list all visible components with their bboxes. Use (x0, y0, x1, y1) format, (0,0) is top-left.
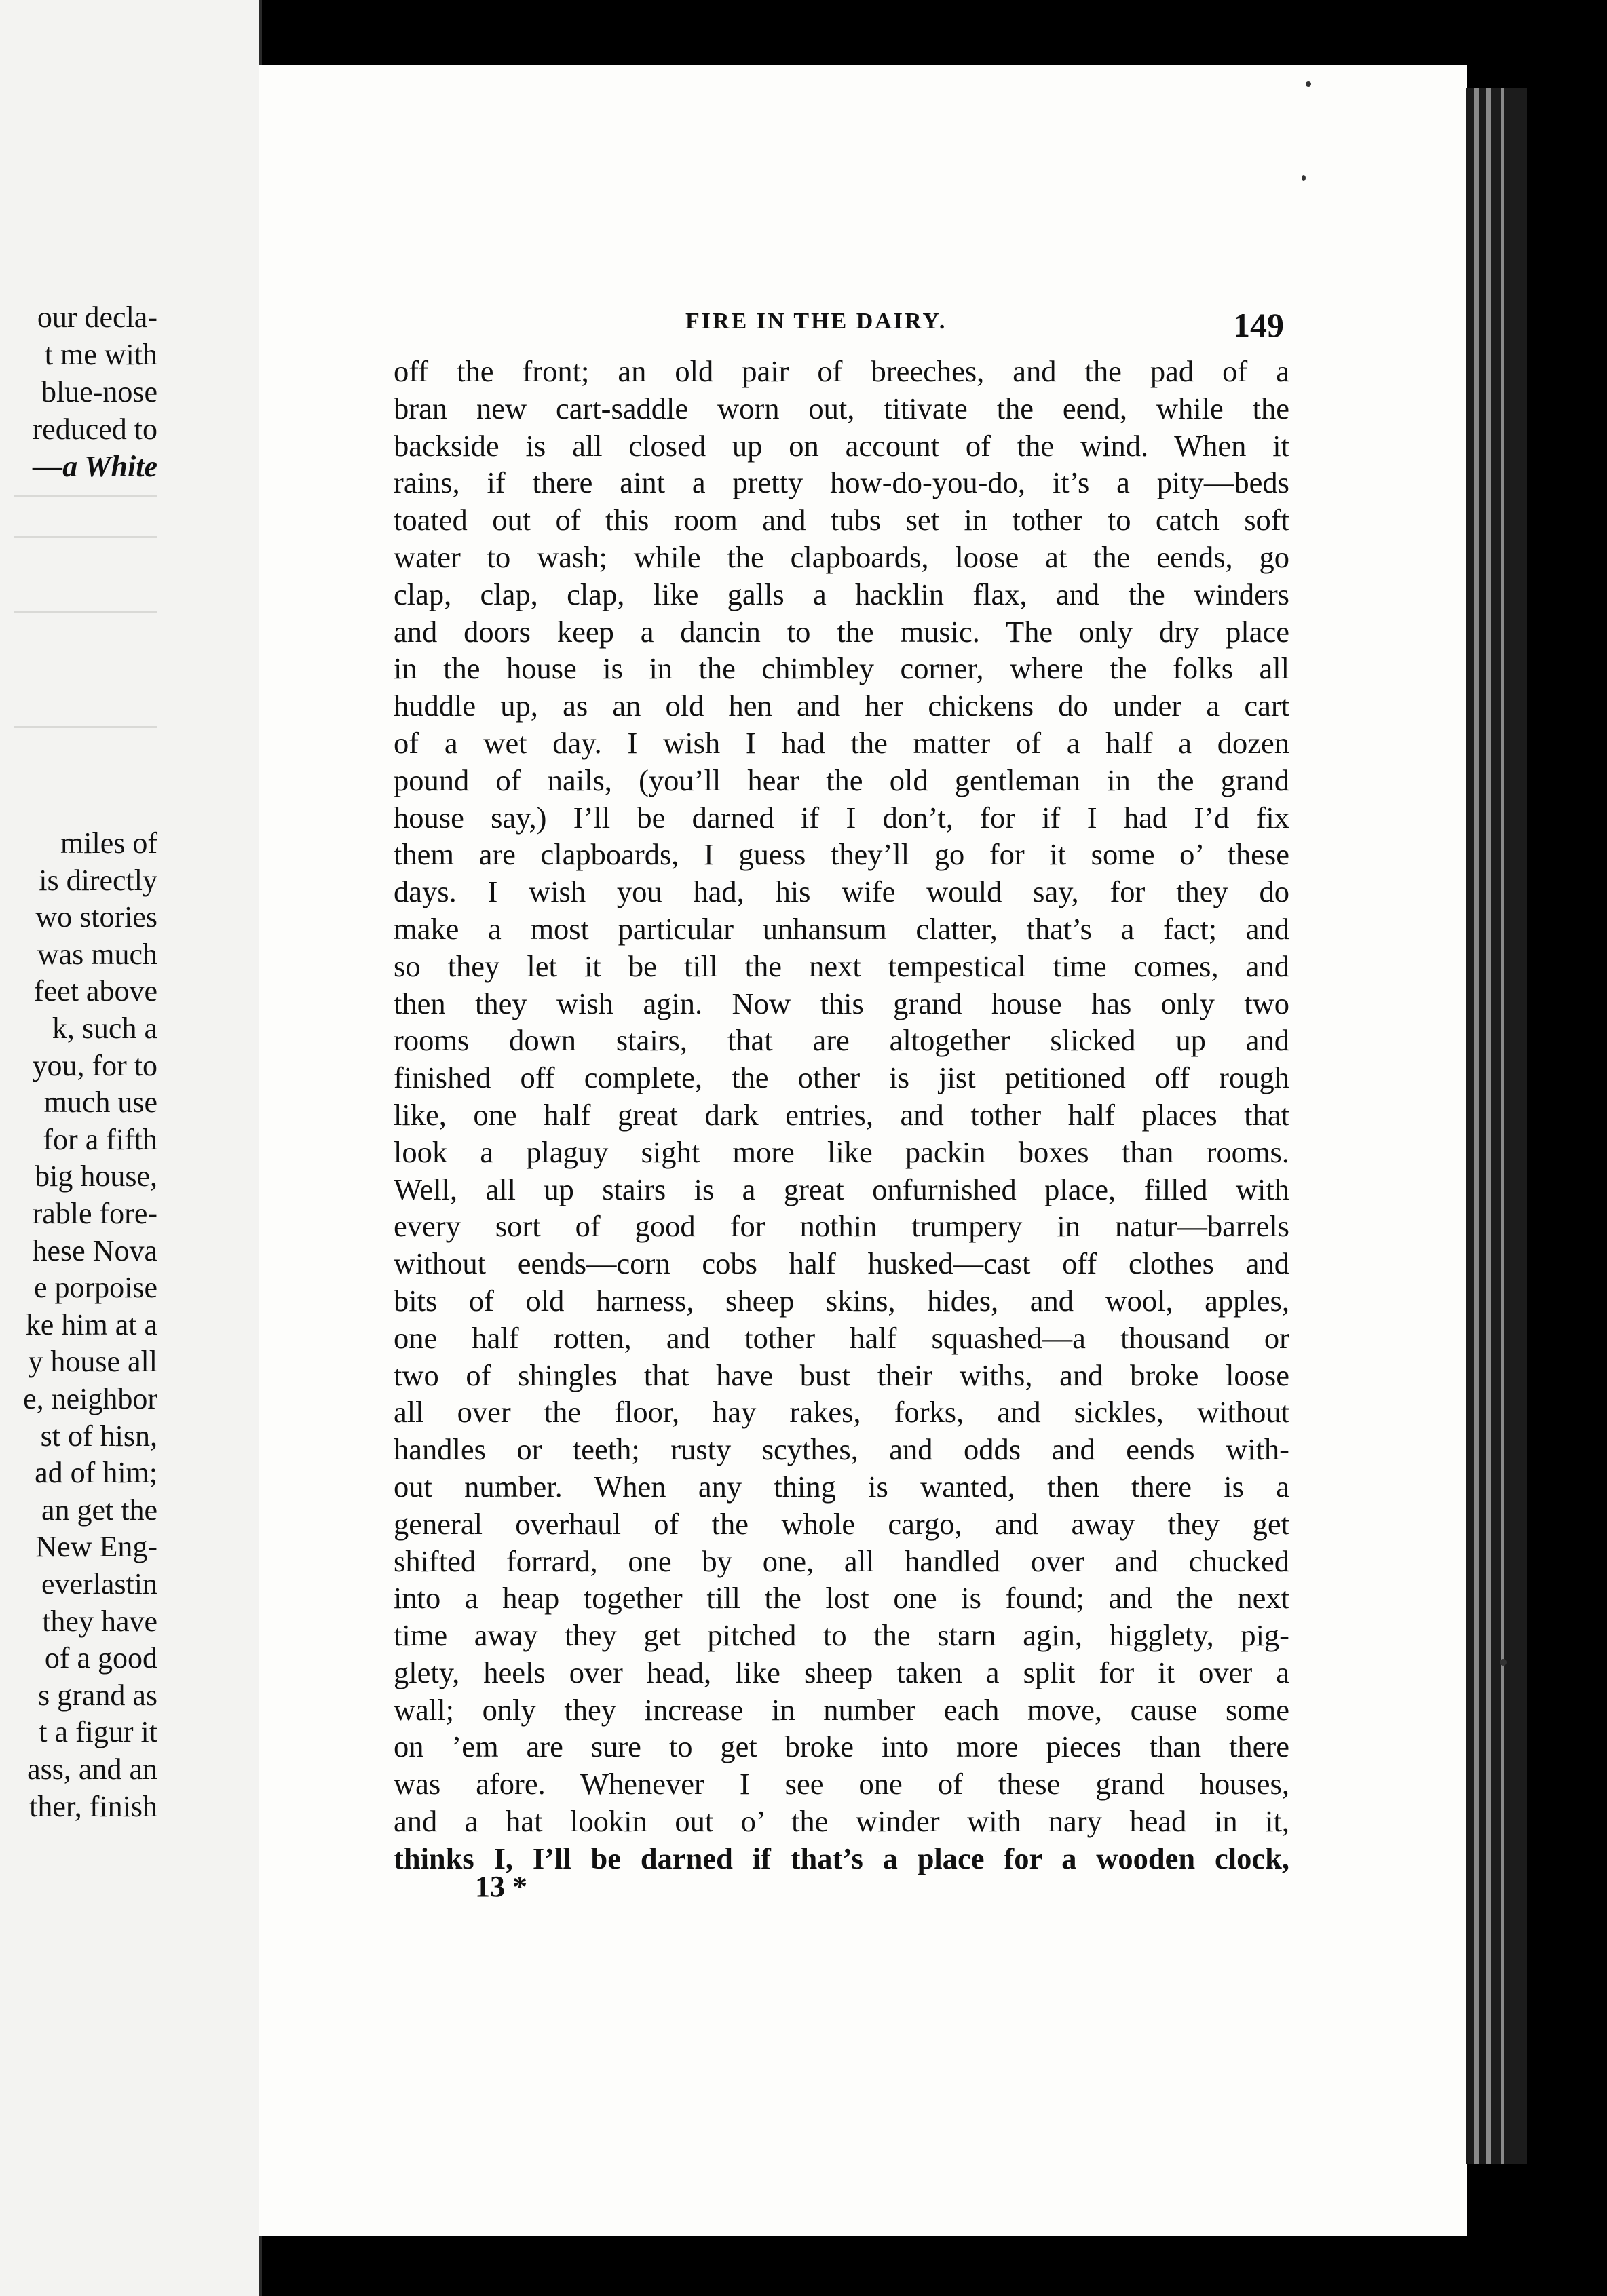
facing-page-line: hese Nova (32, 1233, 157, 1267)
facing-page-line: New Eng- (35, 1530, 157, 1564)
text-line: rooms down stairs, that are altogether slicked up and (394, 1023, 1289, 1058)
text-line: then they wish agin. Now this grand house has only two (394, 986, 1289, 1020)
text-line: time away they get pitched to the starn agin, higglety, pig- (394, 1618, 1289, 1653)
text-line: make a most particular unhansum clatter, that’s a fact; and (394, 911, 1289, 946)
facing-page-line: rable fore- (32, 1197, 157, 1230)
facing-page-line: k, such a (52, 1012, 157, 1045)
text-line: and doors keep a dancin to the music. The only dry place (394, 614, 1289, 649)
text-line: every sort of good for nothin trumpery in natur—barrels (394, 1209, 1289, 1244)
text-line: in the house is in the chimbley corner, where the folks all (394, 651, 1289, 686)
text-line: days. I wish you had, his wife would say, for they do (394, 875, 1289, 909)
text-line: Well, all up stairs is a great onfurnished place, filled with (394, 1172, 1289, 1206)
text-line: on ’em are sure to get broke into more pieces than there (394, 1729, 1289, 1764)
text-line: two of shingles that have bust their withs, and broke loose (394, 1358, 1289, 1392)
text-line: all over the floor, hay rakes, forks, and sickles, without (394, 1395, 1289, 1430)
text-line: and a hat lookin out o’ the winder with nary head in it, (394, 1804, 1289, 1839)
text-line: wall; only they increase in number each move, cause some (394, 1692, 1289, 1727)
text-line: them are clapboards, I guess they’ll go for it some o’ these (394, 837, 1289, 872)
facing-page-line: t a figur it (39, 1715, 157, 1749)
facing-page-line: ad of him; (35, 1456, 157, 1490)
facing-page-line: you, for to (32, 1048, 157, 1082)
text-line: like, one half great dark entries, and tother half places that (394, 1097, 1289, 1132)
text-line: so they let it be till the next tempestical time comes, and (394, 949, 1289, 983)
text-line: rains, if there aint a pretty how-do-you-do, it’s a pity—beds (394, 465, 1289, 500)
text-line: handles or teeth; rusty scythes, and odds and eends with- (394, 1432, 1289, 1467)
facing-page-line: —a White (33, 450, 157, 483)
facing-page-line: is directly (39, 863, 157, 897)
text-line: backside is all closed up on account of the wind. When it (394, 428, 1289, 463)
facing-page-line: of a good (44, 1641, 157, 1675)
text-line: shifted forrard, one by one, all handled over and chucked (394, 1544, 1289, 1578)
text-line: house say,) I’ll be darned if I don’t, for if I had I’d fix (394, 800, 1289, 835)
facing-page-line: reduced to (32, 413, 157, 446)
text-line: finished off complete, the other is jist petitioned off rough (394, 1060, 1289, 1095)
text-line: of a wet day. I wish I had the matter of a half a dozen (394, 725, 1289, 760)
speck (1306, 81, 1311, 87)
text-line: toated out of this room and tubs set in tother to catch soft (394, 503, 1289, 537)
facing-page-line: for a fifth (43, 1122, 157, 1156)
bleed-through-line (14, 726, 157, 728)
facing-page-line: ke him at a (25, 1307, 157, 1341)
facing-page-line: ass, and an (27, 1753, 157, 1786)
facing-page-line: miles of (60, 826, 157, 860)
text-line: was afore. Whenever I see one of these grand houses, (394, 1767, 1289, 1801)
facing-page-line: e, neighbor (23, 1382, 157, 1415)
facing-page (0, 0, 262, 2296)
facing-page-line: t me with (44, 338, 157, 371)
facing-page-line: y house all (28, 1345, 157, 1379)
text-line: off the front; an old pair of breeches, and the pad of a (394, 354, 1289, 388)
signature-mark: 13 * (475, 1870, 527, 1903)
facing-page-line: blue-nose (41, 375, 157, 408)
text-line: out number. When any thing is wanted, then there is a (394, 1469, 1289, 1504)
bleed-through-line (14, 495, 157, 497)
text-line: glety, heels over head, like sheep taken a split for it over a (394, 1655, 1289, 1689)
text-line: water to wash; while the clapboards, loose at the eends, go (394, 539, 1289, 574)
facing-page-line: was much (37, 937, 157, 971)
speck (1302, 175, 1306, 181)
speck (1500, 1659, 1507, 1666)
facing-page-line: s grand as (38, 1678, 157, 1712)
facing-page-line: they have (42, 1604, 157, 1638)
body-text (394, 353, 1289, 1877)
text-line: pound of nails, (you’ll hear the old gentleman in the grand (394, 763, 1289, 797)
running-head: FIRE IN THE DAIRY. (685, 309, 947, 334)
page-number: 149 (1233, 306, 1284, 344)
text-line: thinks I, I’ll be darned if that’s a place for a wooden clock, (394, 1841, 1289, 1875)
text-line: general overhaul of the whole cargo, and away they get (394, 1506, 1289, 1541)
facing-page-line: an get the (41, 1493, 157, 1527)
text-line: without eends—corn cobs half husked—cast off clothes and (394, 1246, 1289, 1281)
facing-page-line: everlastin (41, 1567, 157, 1601)
text-line: into a heap together till the lost one is found; and the next (394, 1581, 1289, 1615)
text-line: bits of old harness, sheep skins, hides, and wool, apples, (394, 1283, 1289, 1318)
text-line: clap, clap, clap, like galls a hacklin flax, and the winders (394, 577, 1289, 611)
facing-page-line: much use (43, 1086, 157, 1120)
facing-page-line: wo stories (35, 900, 157, 934)
facing-page-line: st of hisn, (40, 1419, 157, 1453)
text-line: look a plaguy sight more like packin boxes than rooms. (394, 1134, 1289, 1169)
bleed-through-line (14, 536, 157, 538)
text-line: bran new cart-saddle worn out, titivate the eend, while the (394, 391, 1289, 425)
facing-page-line: our decla- (37, 301, 157, 334)
text-line: huddle up, as an old hen and her chickens do under a cart (394, 689, 1289, 723)
text-line: one half rotten, and tother half squashed—a thousand or (394, 1320, 1289, 1355)
bleed-through-line (14, 611, 157, 613)
facing-page-line: big house, (35, 1160, 157, 1193)
page-edge (1466, 88, 1527, 2164)
facing-page-line: ther, finish (29, 1789, 157, 1823)
facing-page-line: e porpoise (33, 1271, 157, 1305)
facing-page-line: feet above (34, 974, 157, 1008)
